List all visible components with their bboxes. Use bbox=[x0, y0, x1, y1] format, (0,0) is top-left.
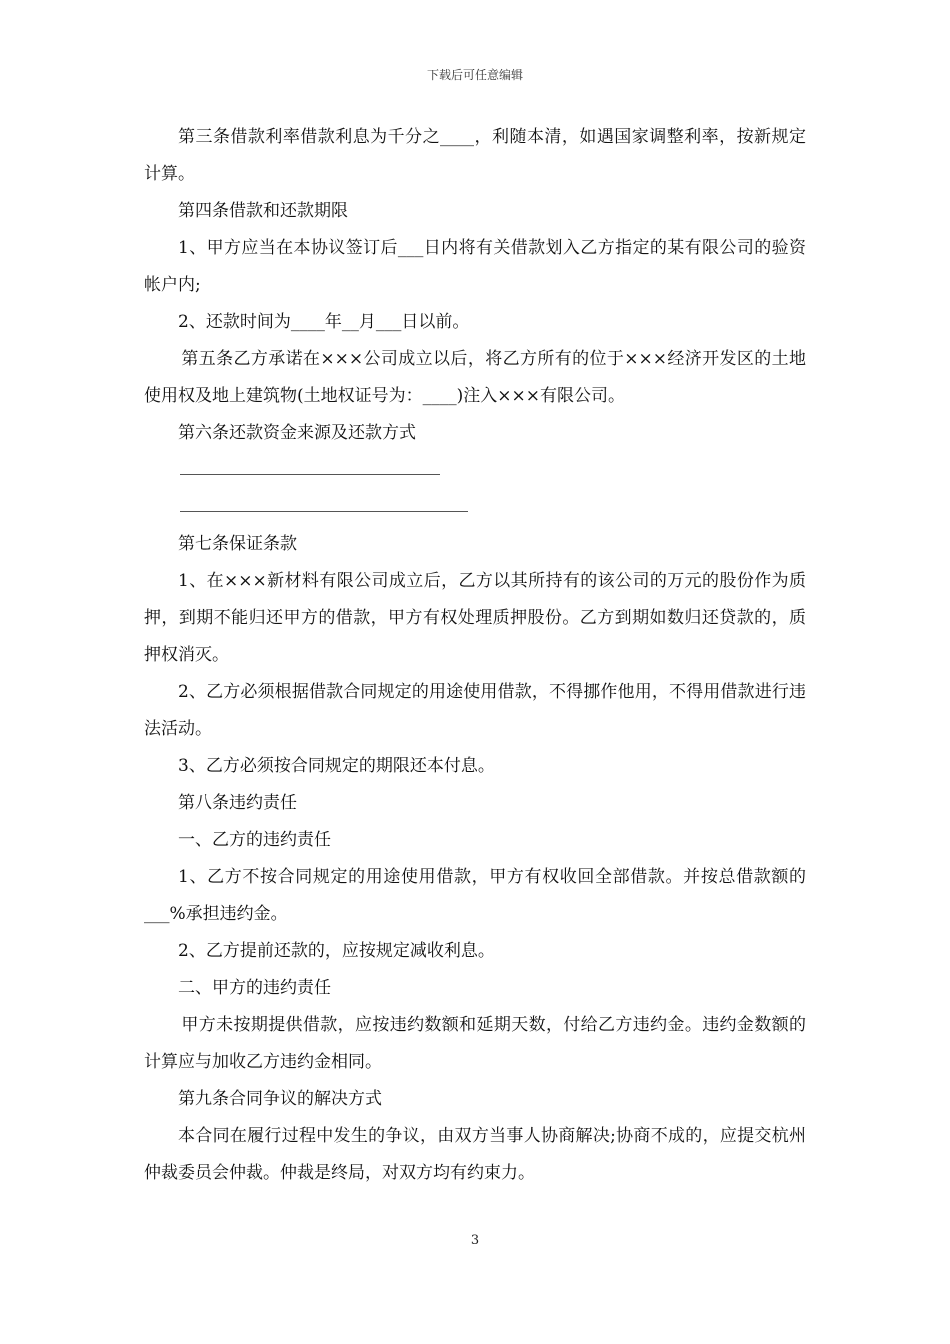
page-header: 下载后可任意编辑 bbox=[426, 68, 523, 82]
document-body bbox=[144, 119, 806, 1192]
paragraph-article-7-item-1: 1、在×××新材料有限公司成立后，乙方以其所持有的该公司的万元的股份作为质押，到期不能归还甲方的借款，甲方有权处理质押股份。乙方到期如数归还贷款的，质押权消灭。 bbox=[144, 571, 806, 665]
blank-line-1 bbox=[144, 452, 806, 489]
paragraph-article-4-title: 第四条借款和还款期限 bbox=[178, 201, 348, 221]
paragraph-article-4-item-2: 2、还款时间为____年__月___日以前。 bbox=[178, 312, 470, 332]
paragraph-article-8-section-1-item-1: 1、乙方不按合同规定的用途使用借款，甲方有权收回全部借款。并按总借款额的___%承担违约金。 bbox=[144, 867, 806, 924]
blank-line-2 bbox=[144, 489, 806, 526]
paragraph-article-3: 第三条借款利率借款利息为千分之____，利随本清，如遇国家调整利率，按新规定计算。 bbox=[144, 127, 806, 184]
paragraph-article-5: 第五条乙方承诺在×××公司成立以后，将乙方所有的位于×××经济开发区的土地使用权及地上建筑物(土地权证号为：____)注入×××有限公司。 bbox=[144, 349, 806, 406]
page-number: 3 bbox=[470, 1233, 480, 1248]
paragraph-article-8-section-1-item-2: 2、乙方提前还款的，应按规定减收利息。 bbox=[178, 941, 495, 961]
paragraph-article-4-item-1: 1、甲方应当在本协议签订后___日内将有关借款划入乙方指定的某有限公司的验资帐户内; bbox=[144, 238, 806, 295]
paragraph-article-9-body: 本合同在履行过程中发生的争议，由双方当事人协商解决;协商不成的，应提交杭州仲裁委员会仲裁。仲裁是终局，对双方均有约束力。 bbox=[144, 1126, 806, 1183]
paragraph-article-8-section-2: 二、甲方的违约责任 bbox=[178, 978, 331, 998]
paragraph-article-8-section-2-body: 甲方未按期提供借款，应按违约数额和延期天数，付给乙方违约金。违约金数额的计算应与加收乙方违约金相同。 bbox=[144, 1015, 806, 1072]
paragraph-article-9-title: 第九条合同争议的解决方式 bbox=[178, 1089, 382, 1109]
paragraph-article-8-title: 第八条违约责任 bbox=[178, 793, 297, 813]
paragraph-article-7-item-3: 3、乙方必须按合同规定的期限还本付息。 bbox=[178, 756, 495, 776]
paragraph-article-7-item-2: 2、乙方必须根据借款合同规定的用途使用借款，不得挪作他用，不得用借款进行违法活动。 bbox=[144, 682, 806, 739]
paragraph-article-6-title: 第六条还款资金来源及还款方式 bbox=[178, 423, 416, 443]
paragraph-article-7-title: 第七条保证条款 bbox=[178, 534, 297, 554]
paragraph-article-8-section-1: 一、乙方的违约责任 bbox=[178, 830, 331, 850]
